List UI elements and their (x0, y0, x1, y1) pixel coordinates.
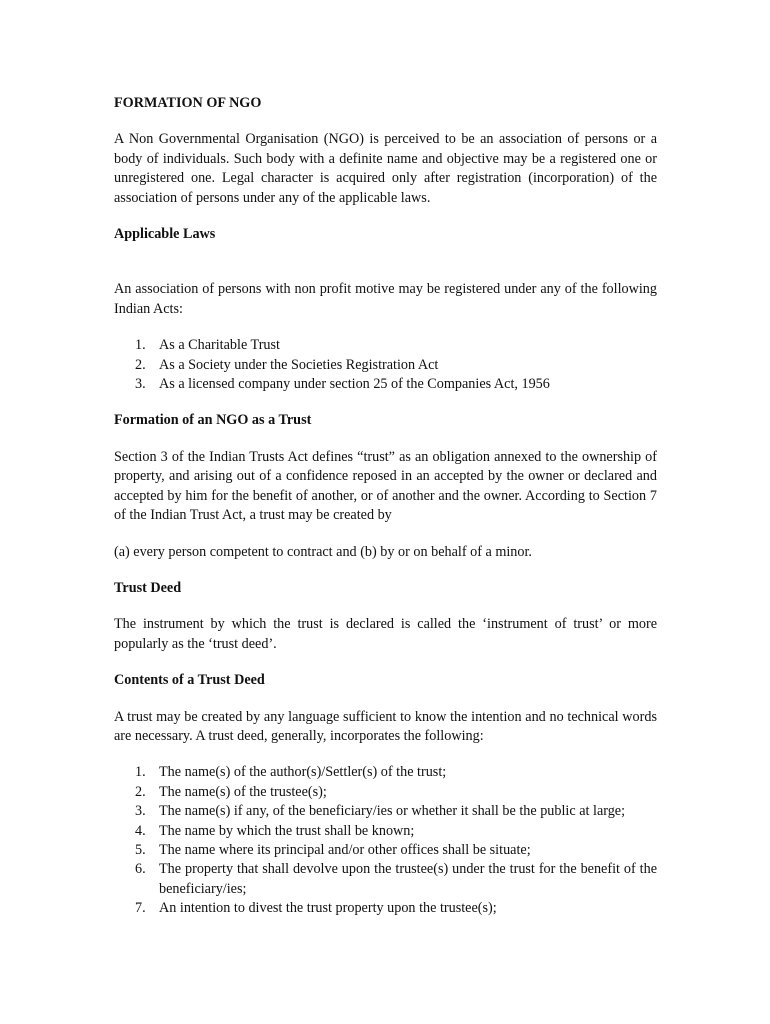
list-item-text: As a licensed company under section 25 of the Companies Act, 1956 (159, 376, 550, 393)
contents-intro-paragraph: A trust may be created by any language sufficient to know the intention and no technical words are necessary. A trust deed, generally, incorporates the following: (114, 708, 657, 744)
list-item (114, 860, 657, 899)
list-item-text: The name(s) if any, of the beneficiary/ies or whether it shall be the public at large; (159, 803, 626, 820)
document-title: FORMATION OF NGO (114, 95, 262, 111)
list-item (114, 763, 657, 782)
list-item-text: The name by which the trust shall be known; (159, 822, 415, 839)
list-item-text: The name(s) of the trustee(s); (159, 783, 327, 800)
trust-creation-paragraph: (a) every person competent to contract and (b) by or on behalf of a minor. (114, 543, 532, 560)
list-item-text: An intention to divest the trust property upon the trustee(s); (159, 900, 497, 917)
list-item-number: 7. (135, 900, 146, 917)
list-item (114, 899, 657, 918)
list-item-number: 1. (135, 337, 146, 354)
list-item-number: 4. (135, 822, 146, 839)
list-item-text: The name where its principal and/or other offices shall be situate; (159, 841, 531, 858)
intro-paragraph: A Non Governmental Organisation (NGO) is perceived to be an association of persons or a body of individuals. Such body with a definite name and objective may be a registered one or unregistered one. Legal character is acquired only after registration (incorporation) of the association of persons under any of the applicable laws. (114, 131, 657, 206)
document-page (114, 94, 657, 936)
list-item-text: As a Society under the Societies Registration Act (159, 356, 439, 373)
list-item-number: 2. (135, 356, 146, 373)
list-item-text: As a Charitable Trust (159, 337, 280, 354)
trust-formation-heading: Formation of an NGO as a Trust (114, 412, 312, 429)
contents-heading: Contents of a Trust Deed (114, 672, 265, 689)
list-item (114, 841, 657, 860)
list-item (114, 802, 657, 821)
trust-deed-paragraph: The instrument by which the trust is declared is called the ‘instrument of trust’ or more popularly as the ‘trust deed’. (114, 616, 657, 652)
list-item-number: 3. (135, 803, 146, 820)
list-item (114, 336, 657, 355)
section-spacer (114, 261, 657, 280)
trust-deed-heading: Trust Deed (114, 579, 182, 596)
list-item-number: 2. (135, 783, 146, 800)
list-item (114, 375, 657, 394)
trust-definition-paragraph: Section 3 of the Indian Trusts Act defines “trust” as an obligation annexed to the ownership of property, and arising out of a confidence reposed in an accepted by the owner or declared and accepted by him for the benefit of another, or of another and the owner. According to Section 7 of the Indian Trust Act, a trust may be created by (114, 448, 657, 524)
list-item (114, 356, 657, 375)
list-item-text: The name(s) of the author(s)/Settler(s) of the trust; (159, 764, 447, 781)
list-item-number: 5. (135, 841, 146, 858)
contents-list (114, 763, 657, 918)
list-item-text: The property that shall devolve upon the trustee(s) under the trust for the benefit of the beneficiary/ies; (159, 861, 657, 897)
list-item (114, 783, 657, 802)
list-item (114, 822, 657, 841)
applicable-laws-intro: An association of persons with non profit motive may be registered under any of the following Indian Acts: (114, 281, 657, 317)
list-item-number: 3. (135, 376, 146, 393)
list-item-number: 6. (135, 861, 146, 878)
applicable-laws-heading: Applicable Laws (114, 226, 216, 243)
list-item-number: 1. (135, 764, 146, 781)
applicable-laws-list (114, 336, 657, 394)
